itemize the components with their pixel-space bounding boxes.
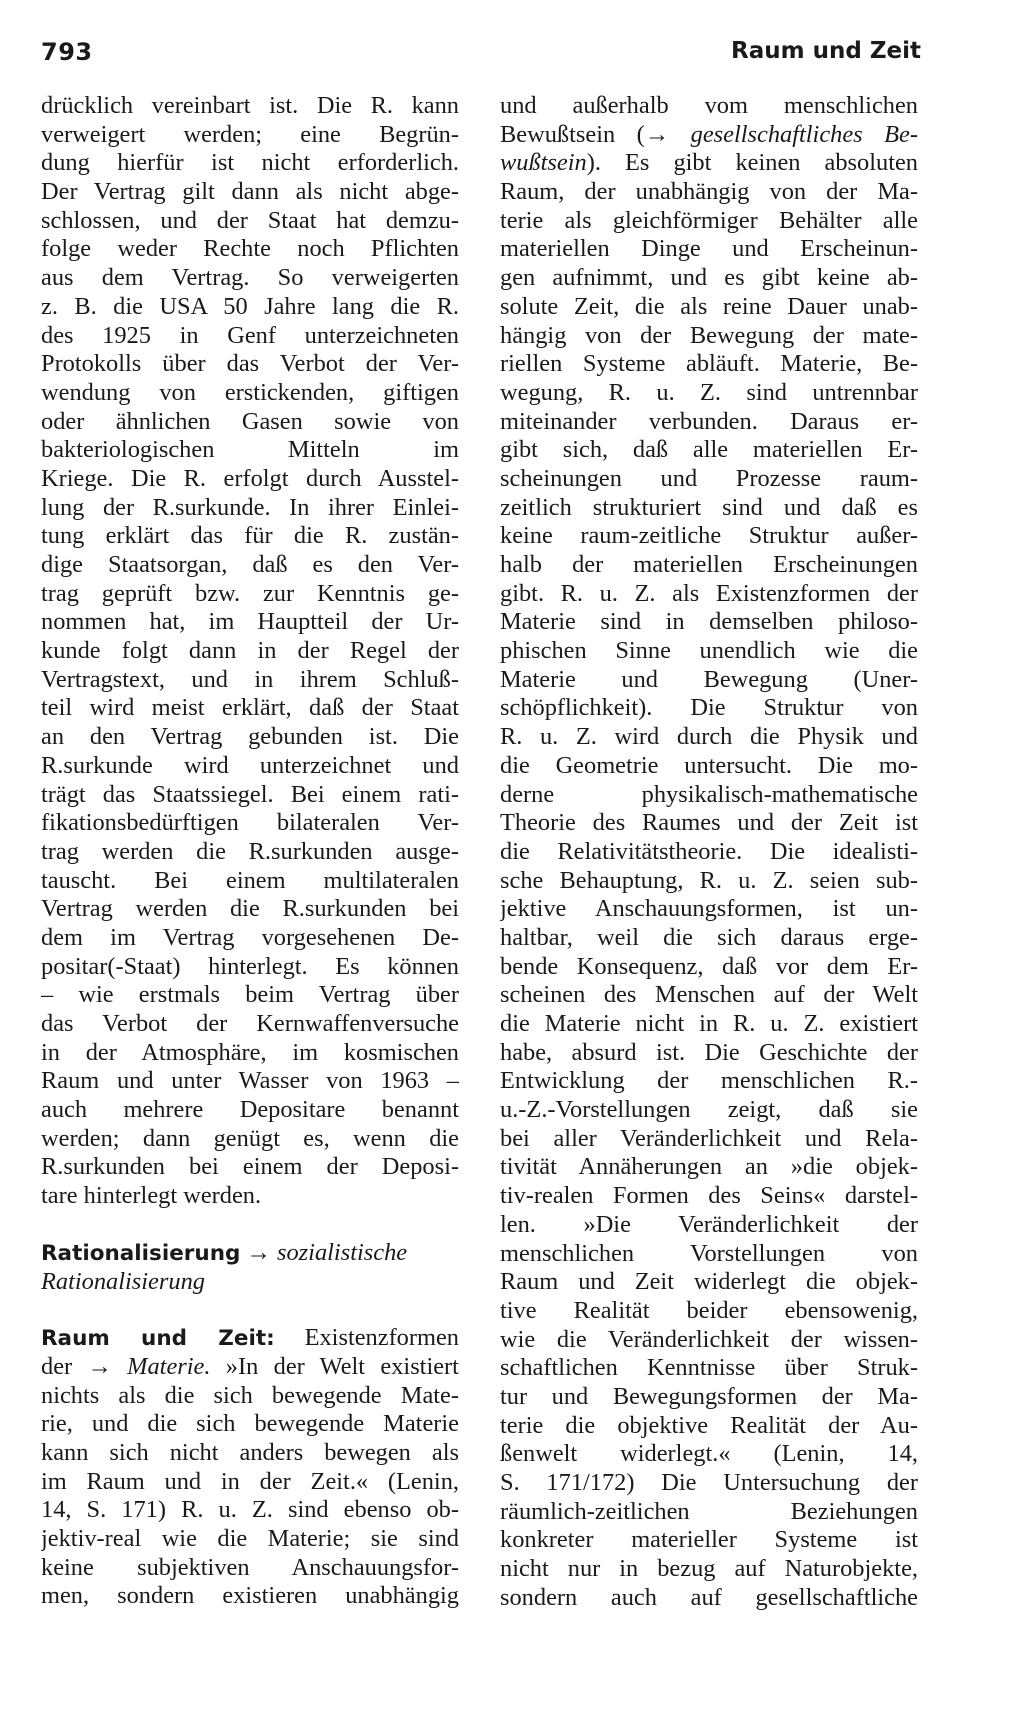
text-line: tare hinterlegt werden. [41,1182,262,1210]
text-line: riellen Systeme abläuft. Materie, Be- [500,350,918,378]
text-line: kunde folgt dann in der Regel der [41,637,459,665]
text-line [500,121,918,150]
text-line: R.surkunden bei einem der Deposi- [41,1153,459,1181]
text-line: schlossen, und der Staat hat demzu- [41,206,459,234]
text-line: Raum, der unabhängig von der Ma- [500,178,918,206]
text-line: solute Zeit, die als reine Dauer unab- [500,292,918,320]
text-line: z. B. die USA 50 Jahre lang die R. [41,292,459,320]
paragraph-gap [41,1296,459,1324]
entry-keyword: Rationalisierung [41,1240,241,1266]
text-line: Theorie des Raumes und der Zeit ist [500,809,918,837]
text-line: derne physikalisch-mathematische [500,780,918,808]
text-line: gibt. R. u. Z. als Existenzformen der [500,579,918,607]
text-line: die Materie nicht in R. u. Z. existiert [500,1010,918,1037]
text-line: jektive Anschauungsformen, ist un- [500,895,918,923]
text-line: Raum und Zeit widerlegt die objek- [500,1268,918,1296]
cross-reference[interactable]: Materie. [127,1352,211,1380]
entry-raum-line-1 [41,1324,459,1353]
text-line: rie, und die sich bewegende Materie [41,1410,459,1438]
entry-raum-und-zeit [41,1324,459,1611]
text-line: Raum und unter Wasser von 1963 – [41,1067,459,1095]
right-column-body [500,178,918,1612]
text-line: R. u. Z. wird durch die Physik und [500,723,918,751]
cross-reference[interactable]: sozialistische [277,1238,408,1266]
text-line: trag werden die R.surkunden ausge- [41,837,459,865]
text-line: trag geprüft bzw. zur Kenntnis ge- [41,579,459,607]
paragraph-gap [41,1211,459,1239]
entry-raum-line-2 [41,1353,459,1382]
entry-raum-body [41,1382,459,1612]
text-line: sondern auch auf gesellschaftliche [500,1583,918,1611]
text-line: bende Konsequenz, daß vor dem Er- [500,952,918,980]
text-line: haltbar, weil die sich daraus erge- [500,923,918,951]
text-line: nicht nur in bezug auf Naturobjekte, [500,1555,918,1583]
text-run: der [41,1352,73,1380]
text-line: oder ähnlichen Gasen sowie von [41,407,459,435]
text-line: scheinungen und Prozesse raum- [500,464,918,492]
text-line: ßenwelt widerlegt.« (Lenin, 14, [500,1440,918,1468]
text-line: tive Realität beider ebensowenig, [500,1296,918,1324]
text-line: folge weder Rechte noch Pflichten [41,235,459,263]
text-run: Bewußtsein ( [500,120,645,148]
text-line: scheinen des Menschen auf der Welt [500,981,918,1009]
text-line: materiellen Dinge und Erscheinun- [500,235,918,263]
text-line: Materie sind in demselben philoso- [500,608,918,636]
text-line: men, sondern existieren unabhängig [41,1582,459,1610]
text-line: tivität Annäherungen an »die objek- [500,1153,918,1181]
text-line: 14, S. 171) R. u. Z. sind ebenso ob- [41,1496,459,1524]
text-line: tauscht. Bei einem multilateralen [41,866,459,894]
text-line: menschlichen Vorstellungen von [500,1239,918,1267]
cross-reference[interactable]: gesellschaftliches Be- [690,120,918,148]
text-line: im Raum und in der Zeit.« (Lenin, [41,1467,459,1495]
text-line: tur und Bewegungsformen der Ma- [500,1382,918,1410]
text-line: in der Atmosphäre, im kosmischen [41,1038,459,1066]
text-line: verweigert werden; eine Begrün- [41,120,459,148]
text-line: jektiv-real wie die Materie; sie sind [41,1525,459,1552]
text-line: und außerhalb vom menschlichen [500,92,918,119]
cross-reference[interactable]: Rationalisierung [41,1267,205,1295]
text-line: trägt das Staatssiegel. Bei einem rati- [41,780,459,808]
text-line: hängig von der Bewegung der mate- [500,321,918,349]
text-line: drücklich vereinbart ist. Die R. kann [41,92,459,119]
text-line: dige Staatsorgan, daß es den Ver- [41,551,459,578]
text-line: Kriege. Die R. erfolgt durch Ausstel- [41,464,459,492]
text-line: bakteriologischen Mitteln im [41,436,459,464]
text-line: tung erklärt das für die R. zustän- [41,522,459,550]
text-line: Vertrag werden die R.surkunden bei [41,895,459,923]
text-line: R.surkunde wird unterzeichnet und [41,751,459,779]
text-line: aus dem Vertrag. So verweigerten [41,264,459,292]
text-line: die Relativitätstheorie. Die idealisti- [500,837,918,865]
text-line: fikationsbedürftigen bilateralen Ver- [41,809,459,837]
page-number: 793 [41,38,93,66]
text-run: »In der Welt existiert [225,1352,459,1380]
text-line: keine raum-zeitliche Struktur außer- [500,522,918,550]
text-line: Protokolls über das Verbot der Ver- [41,350,459,378]
right-column [500,92,918,1612]
left-column [41,92,459,1611]
text-line: u.-Z.-Vorstellungen zeigt, daß sie [500,1096,918,1124]
text-line: Der Vertrag gilt dann als nicht abge- [41,178,459,206]
cross-reference-arrow: → [87,1352,112,1380]
text-line: gibt sich, daß alle materiellen Er- [500,436,918,464]
running-head: Raum und Zeit [731,38,921,64]
text-line: phischen Sinne unendlich wie die [500,637,918,665]
text-line: keine subjektiven Anschauungsfor- [41,1553,459,1581]
text-line: das Verbot der Kernwaffenversuche [41,1010,459,1037]
text-line: terie als gleichförmiger Behälter alle [500,206,918,234]
text-line: Materie und Bewegung (Uner- [500,665,918,693]
text-line: nichts als die sich bewegende Mate- [41,1381,459,1409]
text-line: nommen hat, im Hauptteil der Ur- [41,608,459,636]
cross-reference-arrow: → [246,1238,271,1266]
text-line: an den Vertrag gebunden ist. Die [41,723,459,751]
text-line: positar(-Staat) hinterlegt. Es können [41,952,459,980]
cross-reference-arrow: → [644,120,670,148]
text-line: wie die Veränderlichkeit der wissen- [500,1325,918,1353]
text-line [500,149,918,178]
text-line: kann sich nicht anders bewegen als [41,1438,459,1466]
text-line: räumlich-zeitlichen Beziehungen [500,1497,918,1525]
text-line: wegung, R. u. Z. sind untrennbar [500,378,918,406]
text-line: schöpflichkeit). Die Struktur von [500,694,918,722]
text-line: konkreter materieller Systeme ist [500,1526,918,1554]
cross-reference[interactable]: wußtsein [500,149,587,177]
text-run: Existenzformen [304,1324,459,1352]
text-line: terie die objektive Realität der Au- [500,1411,918,1439]
text-line: die Geometrie untersucht. Die mo- [500,751,918,779]
text-line: bei aller Veränderlichkeit und Rela- [500,1124,918,1152]
text-line: zeitlich strukturiert sind und daß es [500,493,918,521]
text-run: ). Es gibt keinen absoluten [586,149,918,177]
text-line: miteinander verbunden. Daraus er- [500,407,918,435]
text-line: Vertragstext, und in ihrem Schluß- [41,665,459,693]
text-line: auch mehrere Depositare benannt [41,1096,459,1124]
paragraph-ratifikation-continued [41,92,459,1211]
entry-rationalisierung [41,1239,459,1296]
text-line: len. »Die Veränderlichkeit der [500,1210,918,1238]
text-line: werden; dann genügt es, wenn die [41,1124,459,1152]
text-line: tiv-realen Formen des Seins« darstel- [500,1182,918,1210]
text-line: teil wird meist erklärt, daß der Staat [41,694,459,722]
text-line: des 1925 in Genf unterzeichneten [41,321,459,349]
text-line: halb der materiellen Erscheinungen [500,551,918,578]
entry-rationalisierung-line-1 [41,1239,459,1268]
text-line: wendung von erstickenden, giftigen [41,378,459,406]
text-line: dem im Vertrag vorgesehenen De- [41,923,459,951]
entry-keyword: Raum und Zeit: [41,1326,275,1352]
text-line: schaftlichen Kenntnisse über Struk- [500,1354,918,1382]
text-line: lung der R.surkunde. In ihrer Einlei- [41,493,459,521]
text-line: S. 171/172) Die Untersuchung der [500,1469,918,1496]
text-line: Entwicklung der menschlichen R.- [500,1067,918,1095]
text-line: habe, absurd ist. Die Geschichte der [500,1038,918,1066]
text-line: gen aufnimmt, und es gibt keine ab- [500,264,918,292]
text-line: sche Behauptung, R. u. Z. seien sub- [500,866,918,894]
text-line: – wie erstmals beim Vertrag über [41,981,459,1009]
text-line: dung hierfür ist nicht erforderlich. [41,149,459,177]
